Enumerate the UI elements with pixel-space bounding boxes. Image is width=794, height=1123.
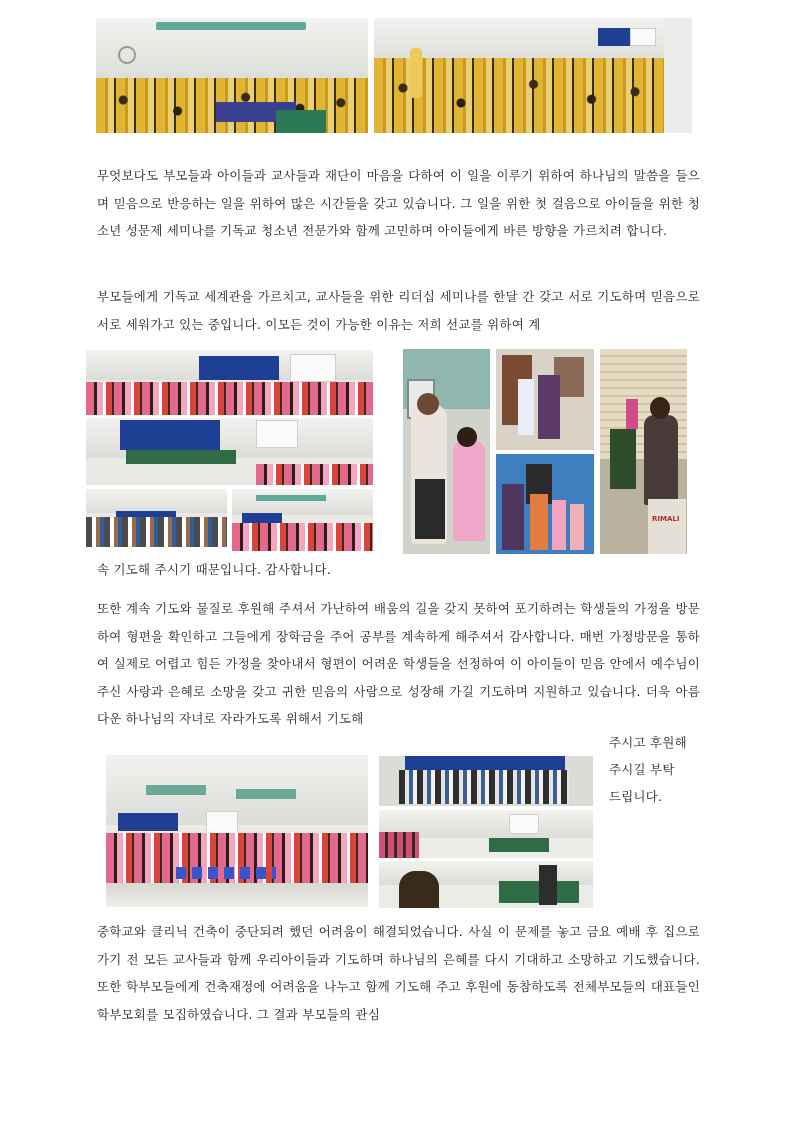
- photo-home-visit-1: [403, 349, 490, 554]
- paragraph-parents-worldview: 부모들에게 기독교 세계관을 가르치고, 교사들을 위한 리더십 세미나를 한달 간 갖고 서로 기도하며 믿음으로 서로 세워가고 있는 중입니다. 이모든 것이 가능한 이유는 저희 선교를 위하여 계: [97, 289, 700, 332]
- photo-assembly-hall-left: [96, 18, 368, 133]
- paragraph-building-project: 중학교와 클리닉 건축이 중단되려 했던 어려움이 해결되었습니다. 사실 이 문제를 놓고 금요 예배 후 집으로 가기 전 모든 교사들과 함께 우리아이들과 기도하며 하나님의 은혜를 다시 기대하고 소망하고 기도했습니다. 또한 학부모들에게 건축재정에 어려움을 나누고 함께 기도해 주고 후원에 동참하도록 전체부모들의 대표들인 학부모회를 모집하였습니다. 그 결과 부모들의 관심: [97, 924, 700, 1022]
- bucket-label: RIMALI: [652, 515, 680, 523]
- photo-home-visit-2: [496, 349, 594, 450]
- paragraph-scholarship-side-line-2: 주시길 부탁: [609, 762, 675, 777]
- paragraph-scholarship-side-line-1: 주시고 후원해: [609, 735, 687, 750]
- photo-seminar-speaker: [379, 861, 593, 908]
- photo-seminar-podium: [379, 810, 593, 858]
- paragraph-scholarship-side-line-3: 드립니다.: [609, 789, 663, 804]
- photo-seminar-1: [86, 350, 373, 415]
- photo-home-visit-3: [496, 454, 594, 554]
- photo-seminar-2: [86, 418, 373, 485]
- paragraph-seminar-intro: 무엇보다도 부모들과 아이들과 교사들과 재단이 마음을 다하여 이 일을 이루기 위하여 하나님의 말씀을 들으며 믿음으로 반응하는 일을 위하여 많은 시간들을 갖고 있습니다. 그 일을 위한 첫 걸음으로 아이들을 위한 청소년 성문제 세미나를 기독교 청소년 전문가와 함께 고민하며 아이들에게 바른 방향을 가르치려 합니다.: [97, 168, 700, 238]
- photo-seminar-4: [232, 489, 373, 551]
- photo-seminar-large: [106, 755, 368, 907]
- photo-assembly-hall-right: [374, 18, 692, 133]
- photo-seminar-3: [86, 489, 227, 547]
- paragraph-scholarship-visits: 또한 계속 기도와 물질로 후원해 주셔서 가난하여 배움의 길을 갖지 못하여 포기하려는 학생들의 가정을 방문하여 형편을 확인하고 그들에게 장학금을 주어 공부를 계속하게 해주셔서 감사합니다. 매번 가정방문을 통하여 실제로 어렵고 힘든 가정을 찾아내서 형편이 어려운 학생들을 선정하여 이 아이들이 믿음 안에서 예수님이 주신 사랑과 은혜로 소망을 갖고 귀한 믿음의 사람으로 성장해 가길 기도하며 지원하고 있습니다. 더욱 아름다운 하나님의 자녀로 자라가도록 위해서 기도해: [97, 601, 700, 726]
- photo-group-stage: [379, 756, 593, 806]
- photo-home-visit-4: [600, 349, 687, 554]
- paragraph-parents-worldview-end: 속 기도해 주시기 때문입니다. 감사합니다.: [97, 562, 332, 577]
